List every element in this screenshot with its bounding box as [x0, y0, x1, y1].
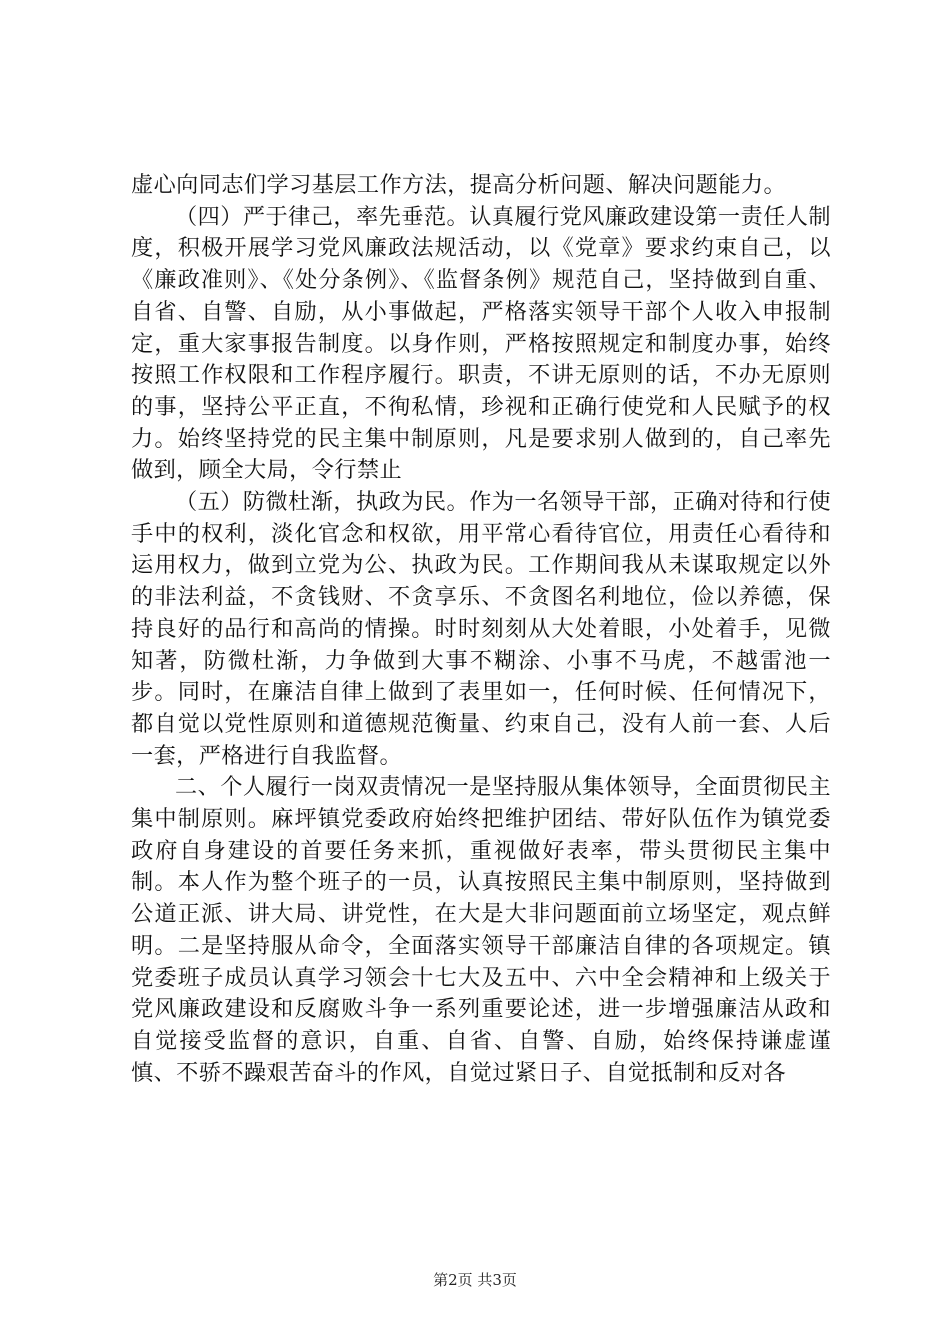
- paragraph-section-four: （四）严于律己，率先垂范。认真履行党风廉政建设第一责任人制度，积极开展学习党风廉政法规活动，以《党章》要求约束自己，以《廉政准则》、《处分条例》、《监督条例》规范自己，坚持做到自重、自省、自警、自励，从小事做起，严格落实领导干部个人收入申报制定，重大家事报告制度。以身作则，严格按照规定和制度办事，始终按照工作权限和工作程序履行。职责，不讲无原则的话，不办无原则的事，坚持公平正直，不徇私情，珍视和正确行使党和人民赋予的权力。始终坚持党的民主集中制原则，凡是要求别人做到的，自己率先做到，顾全大局，令行禁止: [131, 203, 831, 484]
- paragraph-section-five: （五）防微杜渐，执政为民。作为一名领导干部，正确对待和行使手中的权利，淡化官念和权欲，用平常心看待官位，用责任心看待和运用权力，做到立党为公、执政为民。工作期间我从未谋取规定以外的非法利益，不贪钱财、不贪享乐、不贪图名利地位，俭以养德，保持良好的品行和高尚的情操。时时刻刻从大处着眼，小处着手，见微知著，防微杜渐，力争做到大事不糊涂、小事不马虎，不越雷池一步。同时，在廉洁自律上做到了表里如一，任何时候、任何情况下，都自觉以党性原则和道德规范衡量、约束自己，没有人前一套、人后一套，严格进行自我监督。: [131, 489, 831, 769]
- document-body: [131, 170, 831, 1089]
- paragraph-part-two: 二、个人履行一岗双责情况一是坚持服从集体领导，全面贯彻民主集中制原则。麻坪镇党委政府始终把维护团结、带好队伍作为镇党委政府自身建设的首要任务来抓，重视做好表率，带头贯彻民主集中制。本人作为整个班子的一员，认真按照民主集中制原则，坚持做到公道正派、讲大局、讲党性，在大是大非问题面前立场坚定，观点鲜明。二是坚持服从命令，全面落实领导干部廉洁自律的各项规定。镇党委班子成员认真学习领会十七大及五中、六中全会精神和上级关于党风廉政建设和反腐败斗争一系列重要论述，进一步增强廉洁从政和自觉接受监督的意识，自重、自省、自警、自励，始终保持谦虚谨慎、不骄不躁艰苦奋斗的作风，自觉过紧日子、自觉抵制和反对各: [131, 774, 831, 1086]
- page-number-footer: 第2页 共3页: [433, 1271, 517, 1289]
- paragraph-continuation: 虚心向同志们学习基层工作方法，提高分析问题、解决问题能力。: [131, 172, 787, 198]
